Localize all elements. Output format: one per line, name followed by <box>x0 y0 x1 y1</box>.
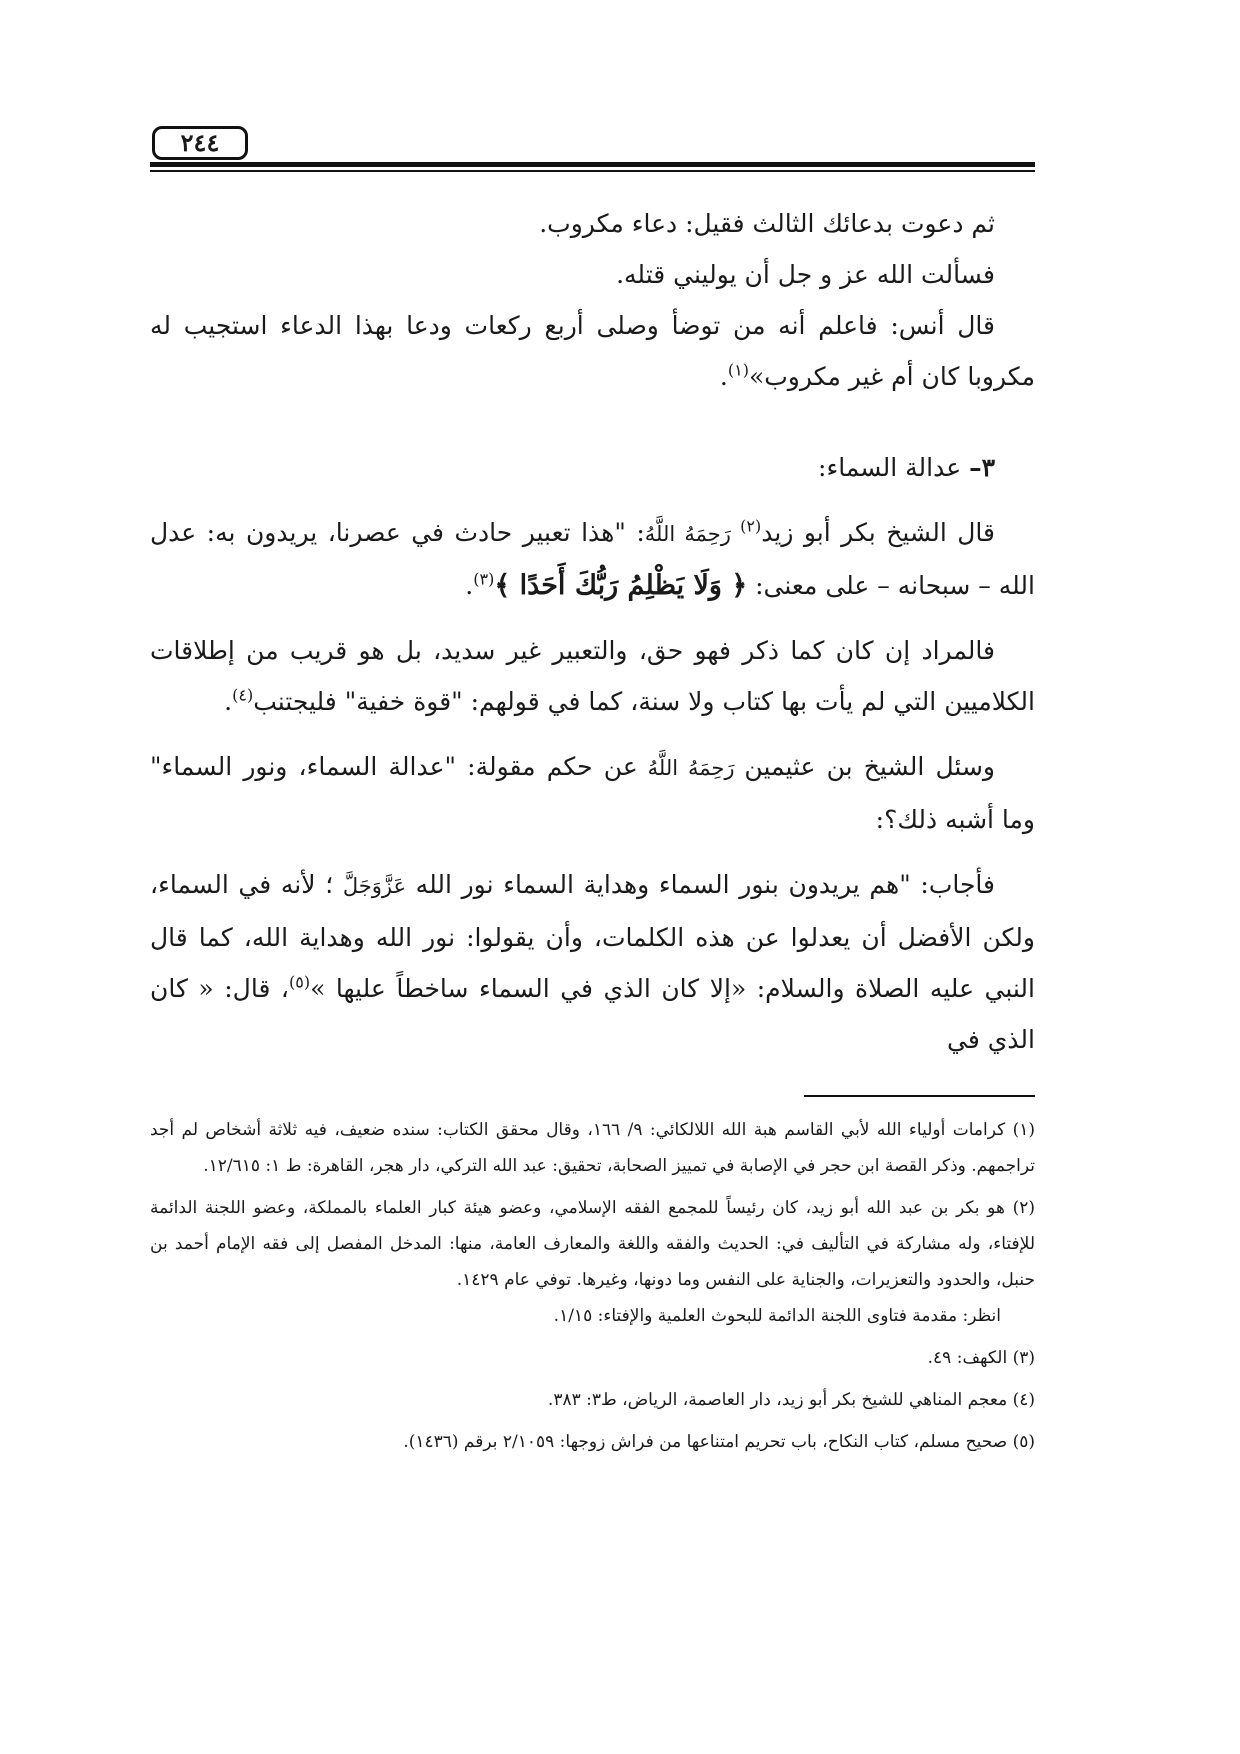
paragraph-text: قال الشيخ بكر أبو زيد <box>761 518 995 547</box>
paragraph-text: وسئل الشيخ بن عثيمين <box>744 752 995 781</box>
footnote-3: (٣) الكهف: ٤٩. <box>927 1348 1035 1368</box>
paragraph-text: عن حكم مقولة: "عدالة السماء، ونور السماء" وما أشبه ذلك؟: <box>150 752 1035 834</box>
page-header <box>150 126 1035 166</box>
paragraph-text: قال أنس: فاعلم أنه من توضأ وصلى أربع ركعات ودعا بهذا الدعاء استجيب له مكروبا كان أم غير مكروب» <box>150 311 1035 391</box>
paragraph-text: ثم دعوت بدعائك الثالث فقيل: دعاء مكروب. <box>539 209 995 238</box>
honorific: عَزَّوَجَلَّ <box>342 874 406 898</box>
footnote-5: (٥) صحيح مسلم، كتاب النكاح، باب تحريم امتناعها من فراش زوجها: ٢/١٠٥٩ برقم (١٤٣٦). <box>403 1432 1035 1452</box>
footnote-2: (٢) هو بكر بن عبد الله أبو زيد، كان رئيساً للمجمع الفقه الإسلامي، وعضو هيئة كبار العلماء بالمملكة، وعضو اللجنة الدائمة للإفتاء، وله مشاركة في التأليف في: الحديث والفقه واللغة والمعارف العامة، منها: المدخل المفصل إلى فقه الإمام أحمد بن حنبل، والحدود والتعزيرات، والجناية على النفس وما دونها، وغيرها. توفي عام ١٤٢٩. <box>150 1198 1035 1290</box>
header-rule <box>150 162 1035 167</box>
footnotes <box>150 1112 1035 1460</box>
paragraph-text: : "هذا تعبير حادث في عصرنا، يريدون به: عدل الله – سبحانه – على معنى: <box>150 518 1035 600</box>
footnote-2-source: انظر: مقدمة فتاوى اللجنة الدائمة للبحوث العلمية والإفتاء: ١/١٥. <box>553 1306 1001 1326</box>
footnote-reference[interactable]: (٣) <box>473 569 495 589</box>
footnote-separator <box>804 1095 1035 1097</box>
footnote-reference[interactable]: (٥) <box>289 972 311 992</box>
main-text <box>150 198 1035 1065</box>
header-rule-thin <box>150 170 1035 172</box>
section-title: عدالة السماء: <box>818 453 970 482</box>
section-number: ٣– <box>969 453 995 482</box>
honorific: رَحِمَهُ اللَّهُ <box>644 522 741 546</box>
paragraph <box>150 249 1035 300</box>
paragraph-text: . <box>224 687 233 716</box>
paragraph-text: ؛ لأنه في السماء، ولكن الأفضل أن يعدلوا عن هذه الكلمات، وأن يقولوا: نور الله وهداية الله، كما قال النبي عليه الصلاة والسلام: «إلا كان الذي في السماء ساخطاً عليها » <box>150 870 1035 1003</box>
paragraph <box>150 859 1035 1065</box>
paragraph-text: فالمراد إن كان كما ذكر فهو حق، والتعبير غير سديد، بل هو قريب من إطلاقات الكلاميين التي لم يأت بها كتاب ولا سنة، كما في قولهم: "قوة خفية" فليجتنب <box>150 636 1035 716</box>
section-heading <box>150 442 1035 493</box>
paragraph-text: فأجاب: "هم يريدون بنور السماء وهداية السماء نور الله <box>405 870 996 899</box>
footnote-reference[interactable]: (٢) <box>740 516 762 536</box>
quran-verse: ﴿ وَلَا يَظْلِمُ رَبُّكَ أَحَدًا ﴾ <box>494 570 748 601</box>
paragraph <box>150 198 1035 249</box>
paragraph-text: ، قال: « كان الذي في <box>150 974 1035 1054</box>
footnote-reference[interactable]: (١) <box>727 360 749 380</box>
paragraph-text: . <box>719 362 728 391</box>
paragraph <box>150 625 1035 727</box>
honorific: رَحِمَهُ اللَّهُ <box>637 756 745 780</box>
page-number: ٢٤٤ <box>152 126 248 160</box>
paragraph <box>150 300 1035 402</box>
paragraph <box>150 507 1035 611</box>
footnote-1: (١) كرامات أولياء الله لأبي القاسم هبة الله اللالكائي: ٩/ ١٦٦، وقال محقق الكتاب: سنده ضعيف، فيه ثلاثة أشخاص لم أجد تراجمهم. وذكر القصة ابن حجر في الإصابة في تمييز الصحابة، تحقيق: عبد الله التركي، دار هجر، القاهرة: ط ١: ١٢/٦١٥. <box>150 1120 1035 1176</box>
footnote-reference[interactable]: (٤) <box>232 685 254 705</box>
paragraph-text: . <box>465 571 474 600</box>
paragraph-text: فسألت الله عز و جل أن يوليني قتله. <box>616 260 995 289</box>
footnote-4: (٤) معجم المناهي للشيخ بكر أبو زيد، دار العاصمة، الرياض، ط٣: ٣٨٣. <box>547 1390 1035 1410</box>
paragraph <box>150 741 1035 845</box>
